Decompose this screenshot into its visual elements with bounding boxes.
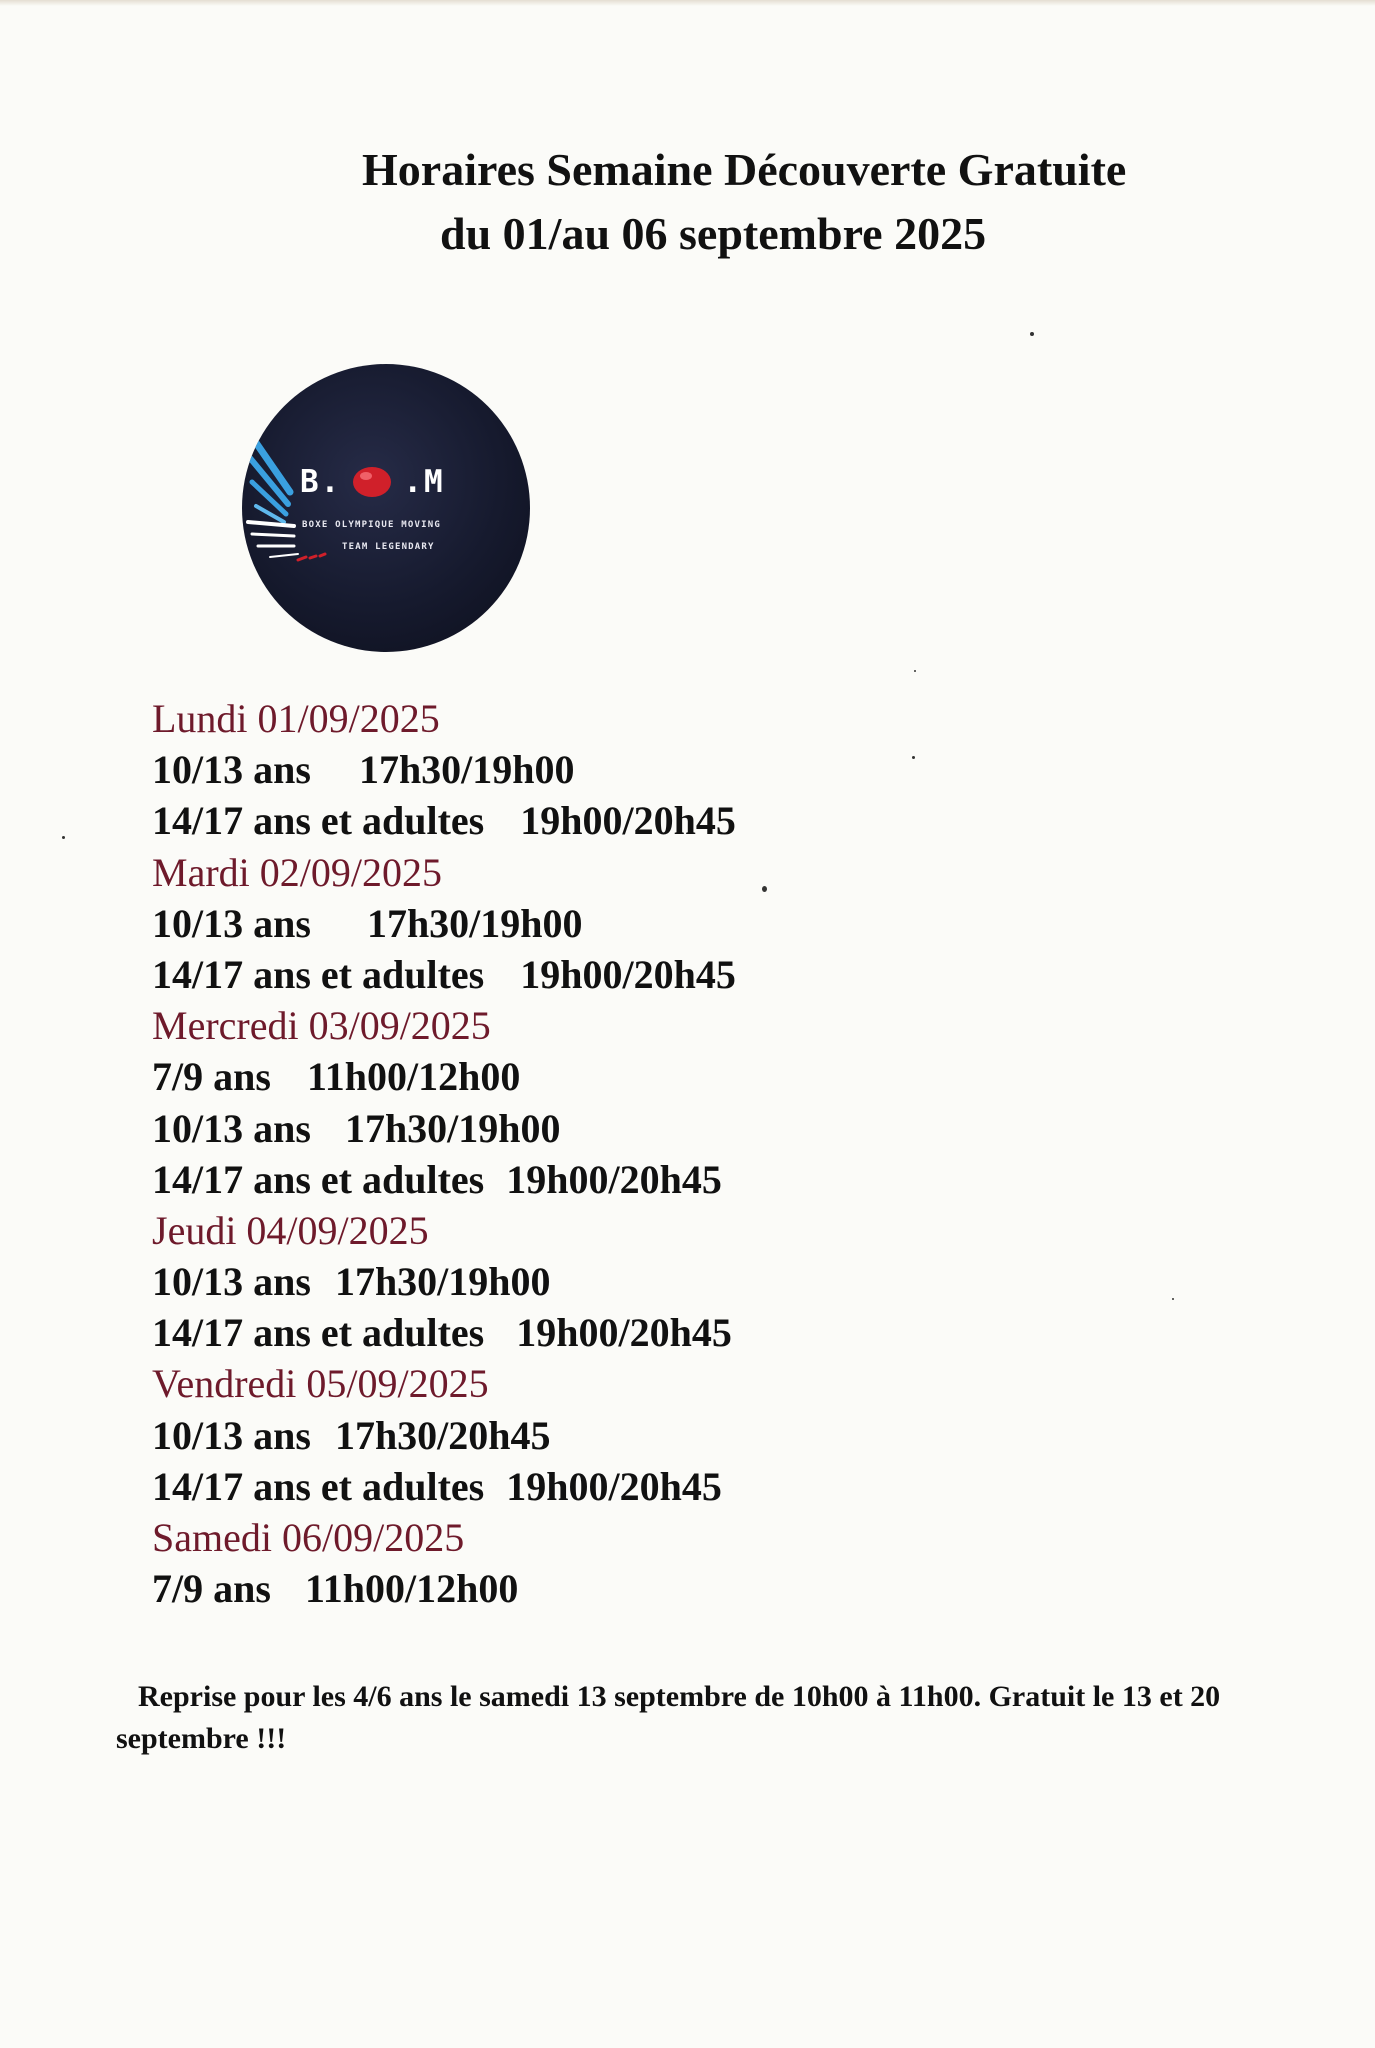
scan-speck [762, 886, 767, 892]
day-heading-mardi: Mardi 02/09/2025 [152, 849, 442, 895]
time-range: 19h00/20h45 [516, 1310, 732, 1356]
age-group: 10/13 ans [152, 1412, 311, 1458]
title-line-2: du 01/au 06 septembre 2025 [440, 208, 987, 259]
red-dash-icon [320, 554, 325, 556]
schedule-row [152, 949, 1052, 1000]
page-edge [0, 0, 1375, 6]
day-heading-vendredi: Vendredi 05/09/2025 [152, 1361, 489, 1407]
time-range: 11h00/12h00 [306, 1054, 521, 1100]
scan-speck [1172, 1298, 1174, 1300]
age-group: 7/9 ans [152, 1566, 271, 1612]
age-group: 10/13 ans [152, 1105, 311, 1151]
logo-initials: B. .M [300, 464, 445, 500]
time-range: 17h30/20h45 [334, 1412, 551, 1458]
wing-stroke-white-icon [270, 554, 298, 557]
time-range: 19h00/20h45 [506, 1156, 722, 1202]
schedule-row [152, 1103, 1052, 1154]
schedule-row [152, 1307, 1052, 1358]
red-dash-icon [310, 556, 316, 558]
age-group: 14/17 ans et adultes [152, 798, 485, 844]
title-line-1: Horaires Semaine Découverte Gratuite [362, 144, 1127, 195]
age-group: 10/13 ans [152, 900, 311, 946]
time-range: 17h30/19h00 [366, 900, 583, 946]
schedule-row [152, 898, 1052, 949]
age-group: 7/9 ans [152, 1054, 271, 1100]
logo-subtitle-line-2: TEAM LEGENDARY [342, 542, 435, 552]
time-range: 17h30/19h00 [334, 1259, 551, 1305]
red-dash-icon [298, 557, 306, 560]
day-heading-mercredi: Mercredi 03/09/2025 [152, 1003, 491, 1049]
schedule-row [152, 795, 1052, 846]
scan-speck [1030, 332, 1034, 336]
schedule-row [152, 1563, 1052, 1614]
age-group: 14/17 ans et adultes [152, 951, 485, 997]
wing-stroke-white-icon [252, 534, 294, 536]
day-heading-jeudi: Jeudi 04/09/2025 [152, 1207, 429, 1253]
logo-artwork [242, 364, 530, 652]
age-group: 14/17 ans et adultes [152, 1310, 485, 1356]
club-logo [242, 364, 530, 652]
age-group: 14/17 ans et adultes [152, 1463, 485, 1509]
schedule-row [152, 1256, 1052, 1307]
schedule-row [152, 1154, 1052, 1205]
time-range: 19h00/20h45 [506, 1463, 722, 1509]
age-group: 10/13 ans [152, 1259, 311, 1305]
age-group: 14/17 ans et adultes [152, 1156, 485, 1202]
age-group: 10/13 ans [152, 747, 311, 793]
schedule-row [152, 1051, 1052, 1102]
scan-speck [914, 670, 916, 672]
schedule-row [152, 1410, 1052, 1461]
scan-speck [62, 836, 65, 839]
day-heading-samedi: Samedi 06/09/2025 [152, 1515, 465, 1560]
wing-stroke-white-icon [248, 522, 294, 526]
schedule [152, 693, 1052, 1614]
time-range: 19h00/20h45 [520, 951, 736, 997]
day-heading-lundi: Lundi 01/09/2025 [152, 696, 440, 741]
scan-speck [912, 756, 915, 759]
time-range: 19h00/20h45 [520, 798, 736, 844]
time-range: 11h00/12h00 [304, 1566, 519, 1612]
schedule-row [152, 744, 1052, 795]
time-range: 17h30/19h00 [344, 1105, 561, 1151]
footer-note: Reprise pour les 4/6 ans le samedi 13 septembre de 10h00 à 11h00. Gratuit le 13 et 20 septembre !!! [116, 1680, 1221, 1755]
time-range: 17h30/19h00 [358, 747, 575, 793]
schedule-row [152, 1461, 1052, 1512]
logo-subtitle-line-1: BOXE OLYMPIQUE MOVING [302, 520, 441, 530]
